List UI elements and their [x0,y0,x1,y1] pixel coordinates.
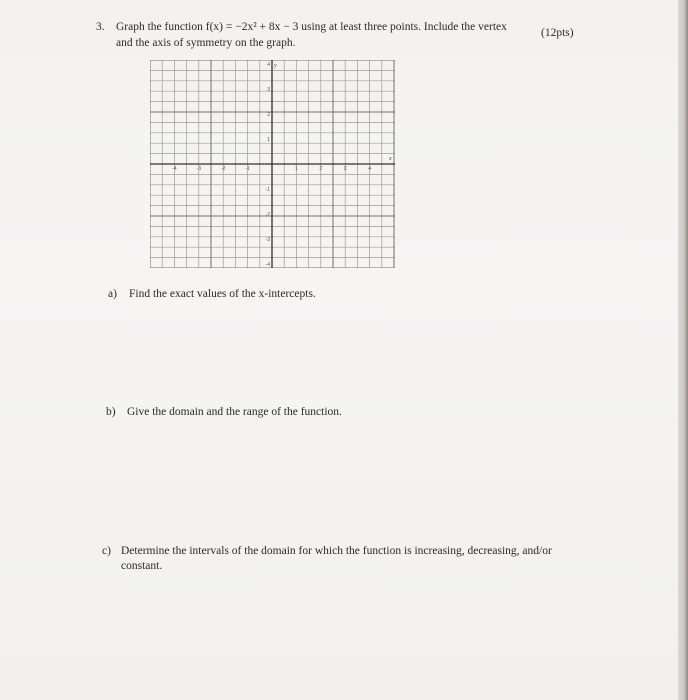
y-tick-label: -2 [265,211,270,218]
y-tick-label: -1 [265,186,270,193]
question-points: (12pts) [541,27,574,39]
part-c-label: c) [102,545,111,557]
part-a-label: a) [108,288,117,300]
x-tick-label: 2 [319,166,323,172]
y-tick-label: 2 [267,112,270,119]
x-axis-label: x [389,156,392,162]
y-tick-label: -4 [265,261,270,268]
part-b-label: b) [106,406,116,418]
question-text-line1: Graph the function f(x) = −2x² + 8x − 3 using at least three points. Include the vertex [116,21,507,33]
x-tick-label: -3 [196,166,202,172]
question-number: 3. [96,21,105,33]
y-tick-label: 3 [267,87,270,94]
coordinate-grid [150,60,395,268]
part-c-text: Determine the intervals of the domain for which the function is increasing, decreasing, and/or constant. [121,545,552,572]
x-tick-label: -2 [220,166,226,172]
question-text-line2: and the axis of symmetry on the graph. [116,37,296,49]
grid-svg [150,60,395,268]
x-tick-label: -4 [172,166,177,172]
part-a-text: Find the exact values of the x-intercepts. [129,288,316,300]
y-tick-label: 4 [267,62,270,69]
x-tick-label: 4 [368,166,371,172]
y-tick-label: -3 [265,236,270,243]
x-tick-label: 3 [343,166,347,172]
x-tick-label: -1 [245,166,250,172]
y-axis-label: y [274,63,277,69]
y-tick-label: 1 [267,137,270,144]
part-b-text: Give the domain and the range of the function. [127,406,342,418]
x-tick-label: 1 [295,166,298,172]
page-edge-shadow [678,0,688,700]
